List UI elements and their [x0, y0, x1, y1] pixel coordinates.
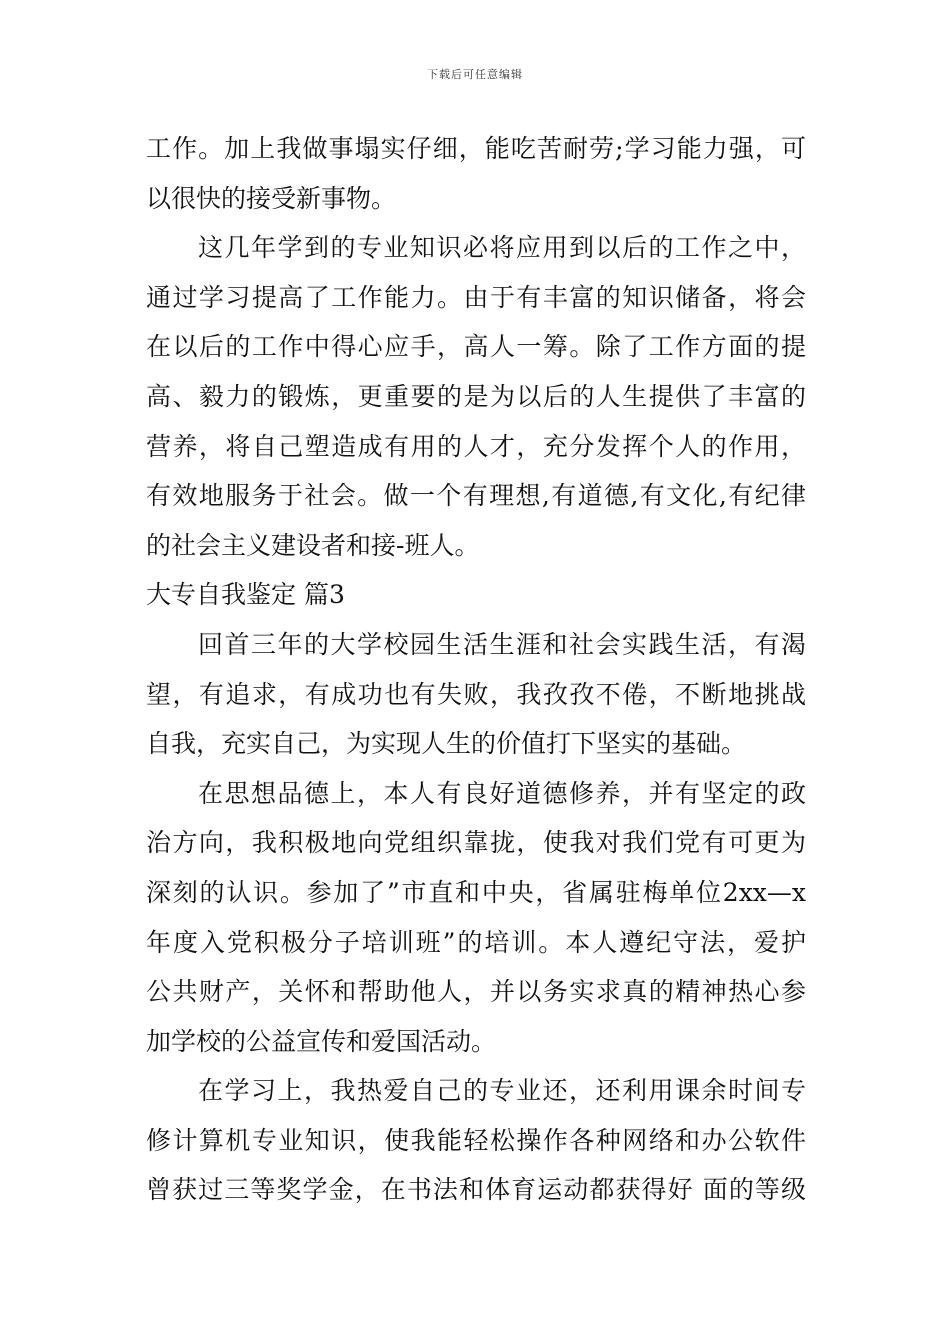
text-line: 高、毅力的锻炼，更重要的是为以后的人生提供了丰富的: [146, 381, 806, 411]
text-line: 营养，将自己塑造成有用的人才，充分发挥个人的作用，: [146, 431, 806, 461]
text-line: 望，有追求，有成功也有失败，我孜孜不倦，不断地挑战: [146, 679, 806, 709]
paragraph: [146, 1066, 806, 1215]
paragraph: [146, 769, 806, 1067]
text-line: 的社会主义建设者和接-班人。: [146, 530, 480, 560]
document-body: [146, 124, 806, 1215]
text-line: 深刻的认识。参加了”市直和中央，省属驻梅单位2xx—x: [146, 877, 806, 907]
text-line: 加学校的公益宣传和爱国活动。: [146, 1026, 497, 1056]
text-line: 回首三年的大学校园生活生涯和社会实践生活，有渴: [198, 629, 806, 659]
text-line: 曾获过三等奖学金，在书法和体育运动都获得好 面的等级: [146, 1175, 806, 1205]
text-line: 这几年学到的专业知识必将应用到以后的工作之中，: [198, 233, 806, 263]
paragraph: [146, 223, 806, 570]
text-line: 在以后的工作中得心应手，高人一筹。除了工作方面的提: [146, 332, 806, 362]
paragraph: [146, 124, 806, 223]
text-line: 通过学习提高了工作能力。由于有丰富的知识储备，将会: [146, 282, 806, 312]
text-line: 年度入党积极分子培训班”的培训。本人遵纪守法，爱护: [146, 927, 806, 957]
text-line: 在思想品德上，本人有良好道德修养，并有坚定的政: [198, 778, 806, 808]
page-header-note: 下载后可任意编辑: [427, 68, 523, 81]
text-line: 自我，充实自己，为实现人生的价值打下坚实的基础。: [146, 729, 747, 759]
text-line: 有效地服务于社会。做一个有理想,有道德,有文化,有纪律: [146, 481, 806, 511]
text-line: 以很快的接受新事物。: [146, 183, 397, 213]
text-line: 在学习上，我热爱自己的专业还，还利用课余时间专: [198, 1076, 806, 1106]
text-line: 工作。加上我做事塌实仔细，能吃苦耐劳;学习能力强，可: [146, 134, 806, 163]
text-line: 公共财产，关怀和帮助他人，并以务实求真的精神热心参: [146, 977, 806, 1007]
text-line: 修计算机专业知识，使我能轻松操作各种网络和办公软件: [146, 1125, 806, 1155]
section-heading: 大专自我鉴定 篇3: [146, 580, 345, 610]
paragraph: [146, 620, 806, 769]
text-line: 治方向，我积极地向党组织靠拢，使我对我们党有可更为: [146, 828, 806, 858]
